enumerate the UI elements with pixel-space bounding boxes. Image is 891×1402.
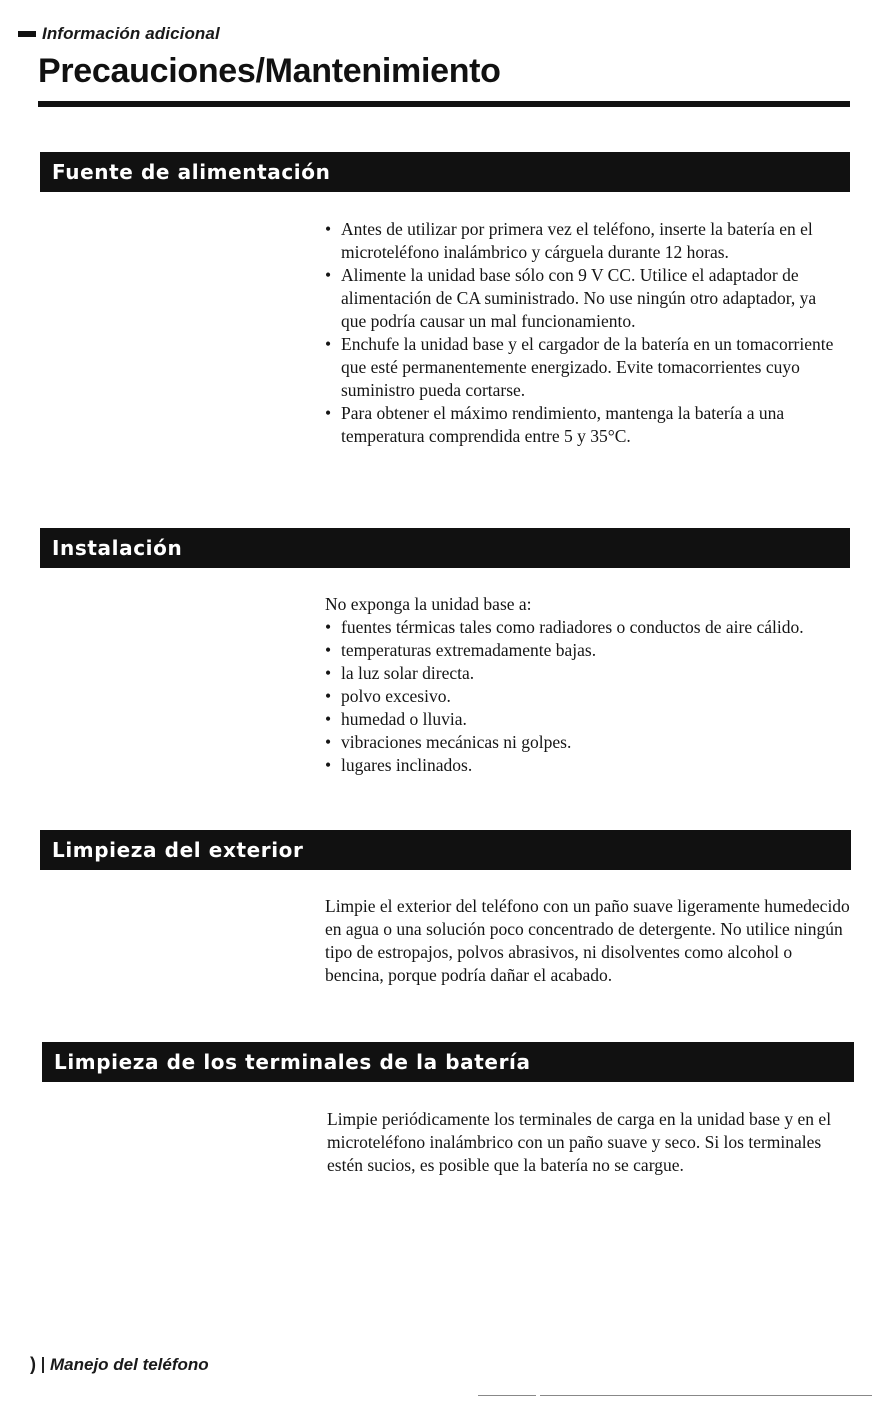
list-item: • Antes de utilizar por primera vez el teléfono, inserte la batería en el microteléfono inalámbrico y cárguela durante 12 horas.: [325, 218, 845, 264]
list-item: • Alimente la unidad base sólo con 9 V CC. Utilice el adaptador de alimentación de CA suministrado. No use ningún otro adaptador, ya que podría causar un mal funcionamiento.: [325, 264, 845, 333]
list-item: • humedad o lluvia.: [325, 708, 845, 731]
list-item: • temperaturas extremadamente bajas.: [325, 639, 845, 662]
list-item: • lugares inclinados.: [325, 754, 845, 777]
list-instalacion: [325, 616, 845, 777]
list-item: • polvo excesivo.: [325, 685, 845, 708]
heading-fuente-alimentacion: Fuente de alimentación: [40, 152, 850, 192]
page-number: ): [30, 1354, 36, 1374]
instalacion-block: [325, 593, 845, 777]
footer-divider: [42, 1357, 44, 1373]
list-item: • la luz solar directa.: [325, 662, 845, 685]
kicker-text: Información adicional: [42, 24, 220, 43]
list-item: • Enchufe la unidad base y el cargador de la batería en un tomacorriente que esté permanentemente energizado. Evite tomacorrientes cuyo suministro pueda cortarse.: [325, 333, 845, 402]
heading-limpieza-exterior: Limpieza del exterior: [40, 830, 851, 870]
list-item: • Para obtener el máximo rendimiento, mantenga la batería a una temperatura comprendida entre 5 y 35°C.: [325, 402, 845, 448]
list-item: • fuentes térmicas tales como radiadores o conductos de aire cálido.: [325, 616, 845, 639]
heading-instalacion: Instalación: [40, 528, 850, 568]
kicker-bar-icon: [18, 31, 36, 37]
footer-text: Manejo del teléfono: [50, 1354, 209, 1374]
paragraph-limpieza-terminales: Limpie periódicamente los terminales de carga en la unidad base y en el microteléfono inalámbrico con un paño suave y seco. Si los terminales estén sucios, es posible que la batería no se cargue.: [327, 1109, 832, 1175]
heading-limpieza-terminales: Limpieza de los terminales de la batería: [42, 1042, 854, 1082]
page-title: Precauciones/Mantenimiento: [38, 52, 501, 90]
paragraph-limpieza-exterior: Limpie el exterior del teléfono con un paño suave ligeramente humedecido en agua o una solución poco concentrado de detergente. No utilice ningún tipo de estropajos, polvos abrasivos, ni disolventes como alcohol o bencina, porque podría dañar el acabado.: [325, 896, 850, 985]
list-item: • vibraciones mecánicas ni golpes.: [325, 731, 845, 754]
title-rule: [38, 101, 850, 107]
footer-hairline: [540, 1395, 872, 1396]
footer-hairline: [478, 1395, 536, 1396]
section-kicker: [18, 24, 220, 44]
page-footer: [30, 1354, 209, 1375]
instalacion-intro: No exponga la unidad base a:: [325, 594, 532, 614]
list-fuente-alimentacion: [325, 218, 845, 448]
